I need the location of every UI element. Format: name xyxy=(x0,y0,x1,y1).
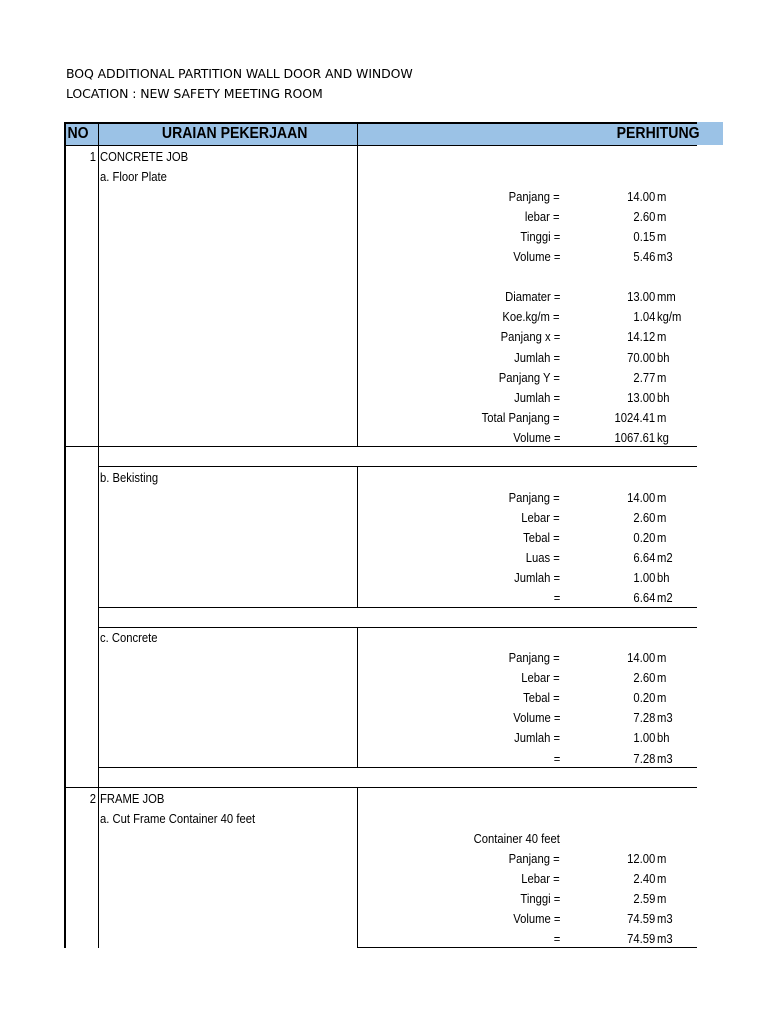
row-description: a. Cut Frame Container 40 feet xyxy=(100,811,256,826)
calc-unit: m2 xyxy=(657,551,673,565)
document-title: BOQ ADDITIONAL PARTITION WALL DOOR AND WINDOW xyxy=(66,66,413,81)
calc-value: 1.00 xyxy=(633,731,655,746)
section-bottom-rule xyxy=(98,607,697,608)
calc-label: lebar = xyxy=(525,210,560,225)
calc-label: Lebar = xyxy=(521,510,560,525)
calc-value: 74.59 xyxy=(626,931,655,946)
calc-label: Container 40 feet xyxy=(473,831,560,846)
col-perhitungan-left-border xyxy=(357,122,358,146)
calc-value: 0.15 xyxy=(633,230,655,245)
calc-value: 2.60 xyxy=(633,510,655,525)
calc-unit: m3 xyxy=(657,911,673,926)
calc-unit: m xyxy=(657,370,667,385)
calc-value: 70.00 xyxy=(626,350,655,365)
calc-unit: m xyxy=(657,330,667,345)
calc-label: Lebar = xyxy=(521,871,560,886)
calc-label: Volume = xyxy=(512,430,560,445)
calc-value: 74.59 xyxy=(626,911,655,926)
calc-label: Panjang Y = xyxy=(498,370,560,385)
calc-unit: m3 xyxy=(657,250,673,265)
calc-label: Tebal = xyxy=(523,691,560,706)
col-perhitungan-border xyxy=(357,146,358,446)
calc-unit: kg/m xyxy=(657,310,682,325)
calc-unit: m xyxy=(657,651,667,666)
section-bottom-rule xyxy=(98,767,697,768)
calc-label: Volume = xyxy=(512,711,560,726)
calc-unit: m3 xyxy=(657,711,673,726)
calc-label: Panjang x = xyxy=(500,330,560,345)
calc-label: Koe.kg/m = xyxy=(502,310,560,325)
calc-label: Jumlah = xyxy=(514,731,560,746)
calc-unit: m xyxy=(657,671,667,686)
calc-value: 14.00 xyxy=(626,651,655,666)
section-top-rule xyxy=(98,466,697,467)
calc-value: 1067.61 xyxy=(614,430,655,445)
calc-unit: m3 xyxy=(657,931,673,946)
calc-label: Volume = xyxy=(512,911,560,926)
calc-unit: m xyxy=(657,510,667,525)
calc-label: Panjang = xyxy=(509,490,560,505)
calc-unit: bh xyxy=(657,731,670,746)
calc-unit: m xyxy=(657,210,667,225)
calc-value: 2.60 xyxy=(633,210,655,225)
calc-label: Panjang = xyxy=(509,851,560,866)
calc-value: 2.60 xyxy=(633,671,655,686)
calc-unit: m xyxy=(657,851,667,866)
row-number: 2 xyxy=(89,791,96,806)
calc-label: Jumlah = xyxy=(514,350,560,365)
calc-value: 0.20 xyxy=(633,691,655,706)
calc-label: Panjang = xyxy=(509,190,560,205)
row-description: a. Floor Plate xyxy=(100,170,167,185)
calc-unit: m xyxy=(657,490,667,505)
calc-value: 1024.41 xyxy=(614,410,655,425)
calc-label: = xyxy=(553,751,560,766)
calc-value: 13.00 xyxy=(626,390,655,405)
calc-unit: m2 xyxy=(657,591,673,606)
col-uraian-left-border xyxy=(98,122,99,948)
calc-label: Lebar = xyxy=(521,671,560,686)
calc-label: Tebal = xyxy=(523,530,560,545)
header-uraian-pekerjaan: URAIAN PEKERJAAN xyxy=(161,125,308,142)
calc-value: 6.64 xyxy=(633,591,655,606)
calc-label: Tinggi = xyxy=(520,230,560,245)
section-top-rule xyxy=(64,787,697,788)
calc-value: 6.64 xyxy=(633,551,655,565)
calc-label: Diamater = xyxy=(504,290,560,305)
calc-label: Tinggi = xyxy=(520,891,560,906)
location-line: LOCATION : NEW SAFETY MEETING ROOM xyxy=(66,86,323,101)
calc-unit: bh xyxy=(657,350,670,365)
calc-unit: m xyxy=(657,871,667,886)
calc-unit: bh xyxy=(657,571,670,586)
calc-value: 13.00 xyxy=(626,290,655,305)
header-top-border xyxy=(64,122,697,124)
calc-unit: m3 xyxy=(657,751,673,766)
calc-label: Jumlah = xyxy=(514,571,560,586)
calc-value: 14.12 xyxy=(626,330,655,345)
calc-unit: m xyxy=(657,691,667,706)
header-perhitungan: PERHITUNG xyxy=(616,125,700,142)
header-bottom-border xyxy=(64,145,697,146)
col-perhitungan-border xyxy=(357,627,358,767)
row-description: c. Concrete xyxy=(100,631,158,646)
col-perhitungan-border xyxy=(357,787,358,948)
calc-unit: kg xyxy=(657,430,669,445)
calc-value: 14.00 xyxy=(626,490,655,505)
calc-value: 14.00 xyxy=(626,190,655,205)
calc-unit: m xyxy=(657,410,667,425)
calc-unit: m xyxy=(657,190,667,205)
calc-value: 7.28 xyxy=(633,751,655,766)
section-bottom-rule xyxy=(357,947,697,948)
row-description: CONCRETE JOB xyxy=(100,150,189,164)
calc-unit: mm xyxy=(657,290,676,305)
calc-unit: m xyxy=(657,230,667,245)
row-description: FRAME JOB xyxy=(100,791,165,806)
row-number: 1 xyxy=(89,150,96,164)
col-perhitungan-border xyxy=(357,466,358,607)
section-top-rule xyxy=(98,627,697,628)
calc-value: 7.28 xyxy=(633,711,655,726)
calc-value: 2.59 xyxy=(633,891,655,906)
calc-label: Volume = xyxy=(512,250,560,265)
section-bottom-rule xyxy=(64,446,697,447)
row-description: b. Bekisting xyxy=(100,470,159,485)
calc-label: = xyxy=(553,931,560,946)
col-no-left-border xyxy=(64,122,66,948)
calc-value: 12.00 xyxy=(626,851,655,866)
calc-label: Luas = xyxy=(525,551,560,565)
calc-label: Total Panjang = xyxy=(482,410,560,425)
calc-label: Jumlah = xyxy=(514,390,560,405)
calc-unit: m xyxy=(657,530,667,545)
calc-value: 1.00 xyxy=(633,571,655,586)
calc-value: 2.77 xyxy=(633,370,655,385)
calc-unit: bh xyxy=(657,390,670,405)
calc-label: = xyxy=(553,591,560,606)
calc-unit: m xyxy=(657,891,667,906)
calc-value: 5.46 xyxy=(633,250,655,265)
calc-label: Panjang = xyxy=(509,651,560,666)
calc-value: 0.20 xyxy=(633,530,655,545)
calc-value: 2.40 xyxy=(633,871,655,886)
calc-value: 1.04 xyxy=(633,310,655,325)
header-no: NO xyxy=(67,125,89,142)
